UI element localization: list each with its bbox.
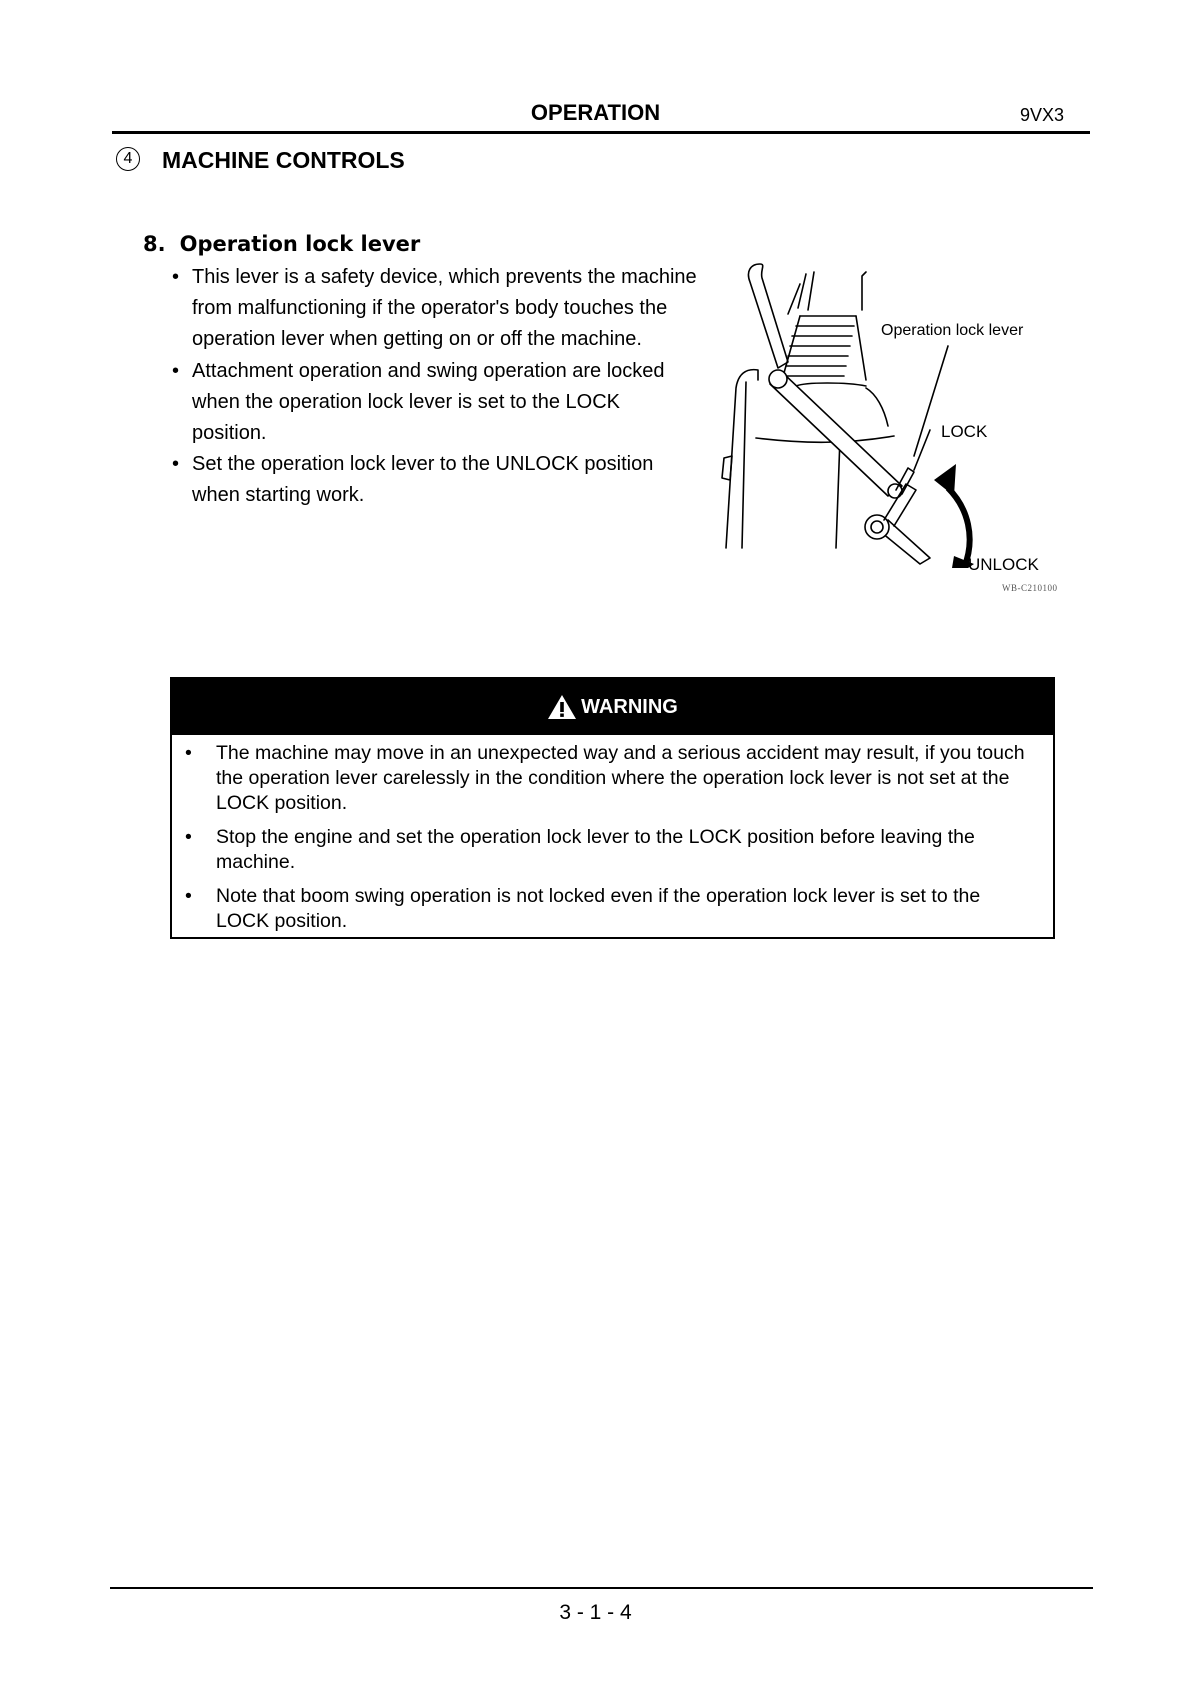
figure-label-lock: LOCK [941,422,988,441]
warning-list [172,735,1053,934]
header-title: OPERATION [530,100,661,125]
item-bullet: • Attachment operation and swing operation are locked when the operation lock lever is set to the LOCK position. [172,356,700,450]
item-bullet: • This lever is a safety device, which prevents the machine from malfunctioning if the operator's body touches the operation lever when getting on or off the machine. [172,262,700,356]
warning-triangle-icon [547,694,577,720]
item-heading [143,231,420,257]
figure-code: WB-C210100 [1002,583,1058,593]
figure-label-unlock: UNLOCK [968,555,1039,574]
warning-item: • The machine may move in an unexpected way and a serious accident may result, if you touch the operation lever carelessly in the condition where the operation lock lever is not set at the LOCK position. [172,741,1035,816]
warning-item: • Note that boom swing operation is not locked even if the operation lock lever is set to the LOCK position. [172,884,1035,934]
header-rule [112,131,1090,134]
item-bullet-list [172,262,700,512]
footer-rule [110,1587,1093,1589]
section-title: MACHINE CONTROLS [162,147,405,173]
warning-title: WARNING [581,695,678,718]
item-bullet: • Set the operation lock lever to the UNLOCK position when starting work. [172,449,700,511]
item-number: 8. [143,232,166,256]
header-code: 9VX3 [1020,105,1065,125]
operation-lock-lever-illustration [716,258,1056,568]
warning-box [170,677,1055,939]
section-number-circle: 4 [116,147,140,171]
warning-header [172,679,1053,735]
figure-label-operation-lock-lever: Operation lock lever [881,322,1024,339]
warning-item: • Stop the engine and set the operation lock lever to the LOCK position before leaving the machine. [172,825,1035,875]
page-number: 3 - 1 - 4 [559,1601,632,1624]
item-title: Operation lock lever [179,232,421,256]
